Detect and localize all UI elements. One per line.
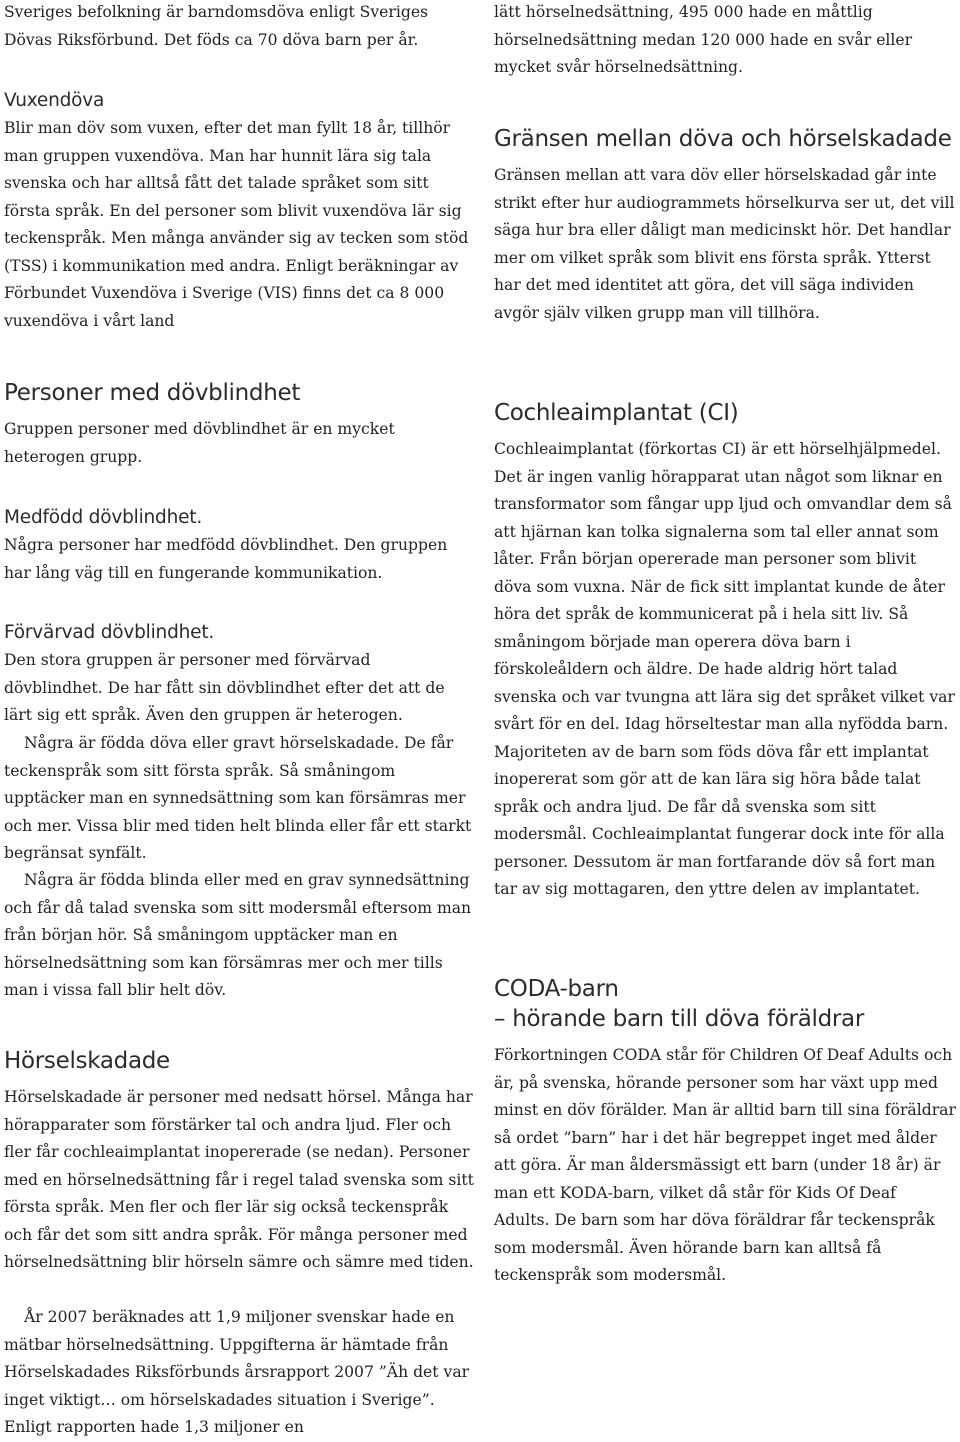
dovblindhet-heading: Personer med dövblindhet [4, 380, 301, 406]
dovblindhet-paragraph: Gruppen personer med dövblindhet är en mycket heterogen grupp. [4, 420, 395, 466]
coda-heading-line-2: – hörande barn till döva föräldrar [494, 1006, 864, 1032]
cochleaimplantat-paragraph: Cochleaimplantat (förkortas CI) är ett hörselhjälpmedel. Det är ingen vanlig hörapparat utan något som liknar en transformator som fångar upp ljud och omvandlar dem så att hjärnan kan tolka signalerna som tal eller annat som låter. Från början opererade man personer som blivit döva som vuxna. När de fick sitt implantat kunde de åter höra det språk de kommunicerat på i hela sitt liv. Så småningom började man operera döva barn i förskoleåldern och äldre. De hade aldrig hört talad svenska och var tvungna att lära sig det språket vilket var svårt för en del. Idag hörseltestar man alla nyfödda barn. Majoriteten av de barn som föds döva får ett implantat inopererat som gör att de kan lära sig höra både talat språk och andra ljud. De får då svenska som sitt modersmål. Cochleaimplantat fungerar dock inte för alla personer. Dessutom är man fortfarande döv så fort man tar av sig mottagaren, den yttre delen av implantatet. [494, 440, 955, 898]
coda-heading-line-1: CODA-barn [494, 976, 619, 1002]
gransen-heading: Gränsen mellan döva och hörselskadade [494, 126, 952, 152]
forvarvad-paragraph-3: Några är födda blinda eller med en grav synnedsättning och får då talad svenska som sitt modersmål eftersom man från början hör. Så småningom upptäcker man en hörselnedsättning som kan försämras mer och mer tills man i vissa fall blir helt döv. [4, 871, 472, 999]
continuation-paragraph: lätt hörselnedsättning, 495 000 hade en måttlig hörselnedsättning medan 120 000 hade en svår eller mycket svår hörselnedsättning. [494, 3, 913, 76]
vuxendova-heading: Vuxendöva [4, 90, 105, 111]
horselskadade-heading: Hörselskadade [4, 1048, 170, 1074]
forvarvad-paragraph-2: Några är födda döva eller gravt hörselskadade. De får teckenspråk som sitt första språk. Så småningom upptäcker man en synnedsättning som kan försämras mer och mer. Vissa blir med tiden helt blinda eller får ett starkt begränsat synfält. [4, 734, 472, 862]
cochleaimplantat-heading: Cochleaimplantat (CI) [494, 400, 739, 426]
intro-paragraph: Sveriges befolkning är barndomsdöva enligt Sveriges Dövas Riksförbund. Det föds ca 70 döva barn per år. [4, 3, 429, 49]
horselskadade-paragraph-2: År 2007 beräknades att 1,9 miljoner svenskar hade en mätbar hörselnedsättning. Uppgifterna är hämtade från Hörselskadades Riksförbunds årsrapport 2007 ”Äh det var inget viktigt… om hörselskadades situation i Sverige”. Enligt rapporten hade 1,3 miljoner en [4, 1308, 470, 1436]
vuxendova-paragraph: Blir man döv som vuxen, efter det man fyllt 18 år, tillhör man gruppen vuxendöva. Man har hunnit lära sig tala svenska och har alltså fått det talade språket som sitt första språk. En del personer som blivit vuxendöva lär sig teckenspråk. Men många använder sig av tecken som stöd (TSS) i kommunikation med andra. Enligt beräkningar av Förbundet Vuxendöva i Sverige (VIS) finns det ca 8 000 vuxendöva i vårt land [4, 119, 469, 330]
medfodd-paragraph: Några personer har medfödd dövblindhet. Den gruppen har lång väg till en fungerande kommunikation. [4, 536, 448, 582]
horselskadade-paragraph-1: Hörselskadade är personer med nedsatt hörsel. Många har hörapparater som förstärker tal och andra ljud. Fler och fler får cochleaimplantat inopererade (se nedan). Personer med en hörselnedsättning får i regel talad svenska som sitt första språk. Men fler och fler lär sig också teckenspråk och får det som sitt andra språk. För många personer med hörselnedsättning blir hörseln sämre och sämre med tiden. [4, 1088, 474, 1271]
gransen-paragraph: Gränsen mellan att vara döv eller hörselskadad går inte strikt efter hur audiogrammets hörselkurva ser ut, det vill säga hur bra eller dåligt man medicinskt hör. Det handlar mer om vilket språk som blivit ens första språk. Ytterst har det med identitet att göra, det vill säga individen avgör själv vilken grupp man vill tillhöra. [494, 166, 955, 322]
forvarvad-heading: Förvärvad dövblindhet. [4, 622, 215, 643]
medfodd-heading: Medfödd dövblindhet. [4, 507, 203, 528]
forvarvad-paragraph-1: Den stora gruppen är personer med förvärvad dövblindhet. De har fått sin dövblindhet efter det att de lärt sig ett språk. Även den gruppen är heterogen. [4, 651, 445, 724]
coda-paragraph: Förkortningen CODA står för Children Of Deaf Adults och är, på svenska, hörande personer som har växt upp med minst en döv förälder. Man är alltid barn till sina föräldrar så ordet ”barn” har i det här begreppet inget med ålder att göra. Är man åldersmässigt ett barn (under 18 år) är man ett KODA-barn, vilket då står för Kids Of Deaf Adults. De barn som har döva föräldrar får teckenspråk som modersmål. Även hörande barn kan alltså få teckenspråk som modersmål. [494, 1046, 956, 1284]
